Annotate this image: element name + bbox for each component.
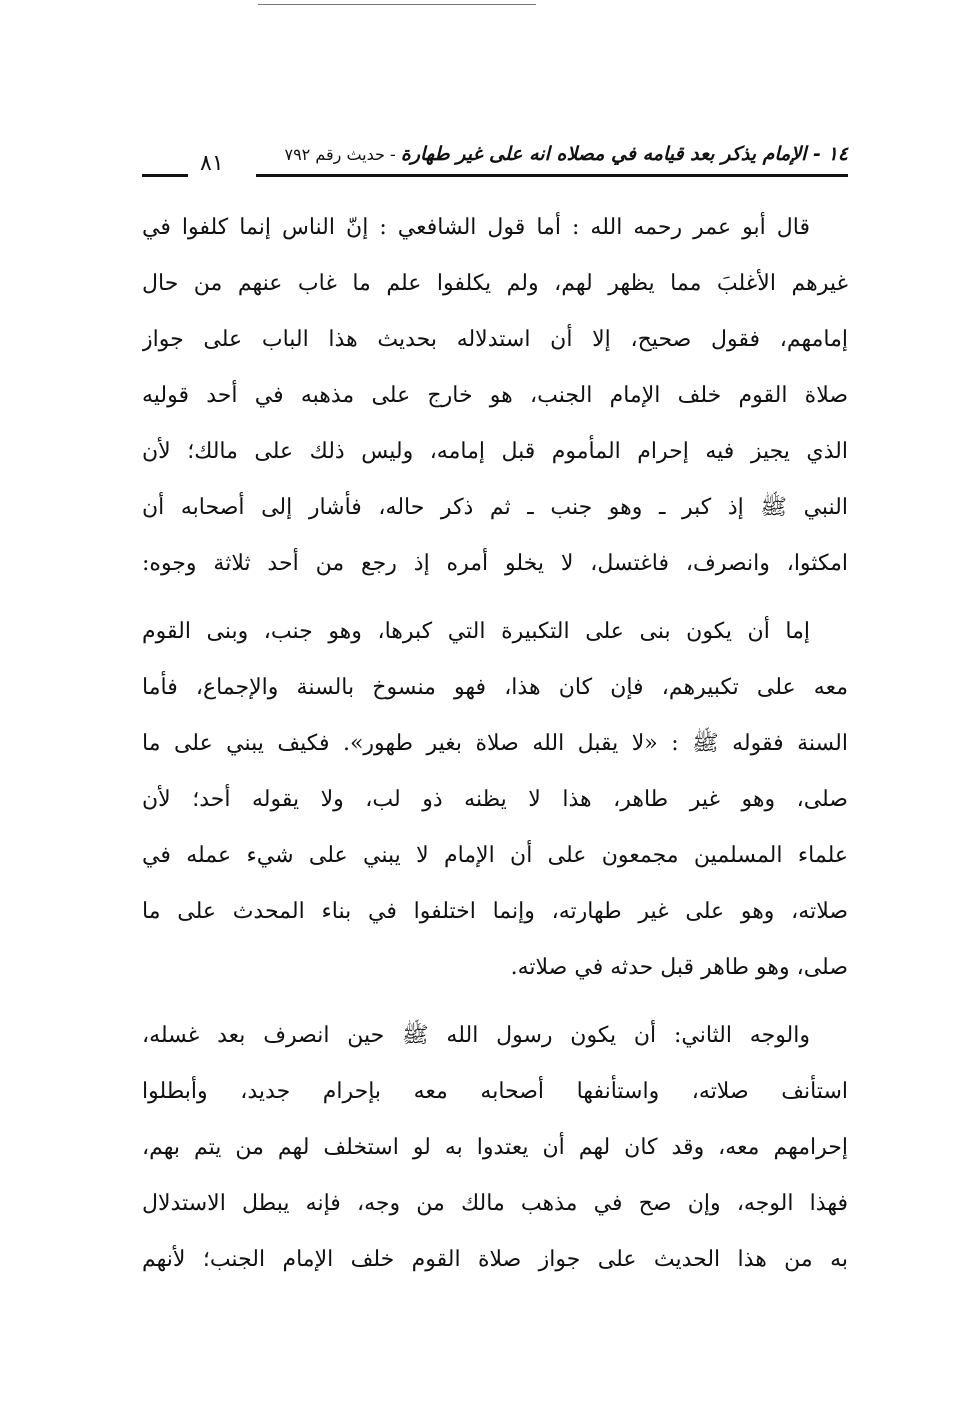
hadith-reference: - حديث رقم ٧٩٢	[284, 145, 401, 164]
text-line: إما أن يكون بنى على التكبيرة التي كبرها، وهو جنب، وبنى القوم	[142, 619, 810, 644]
text-line: الذي يجيز فيه إحرام المأموم قبل إمامه، وليس ذلك على مالك؛ لأن	[142, 439, 848, 464]
paragraph-3	[142, 1008, 848, 1288]
text-line: إمامهم، فقول صحيح، إلا أن استدلاله بحديث هذا الباب على جواز	[142, 327, 848, 352]
page-number: ٨١	[200, 151, 224, 176]
running-header	[142, 128, 848, 184]
paragraph-1	[142, 200, 848, 592]
text-line: السنة فقوله ﷺ : «لا يقبل الله صلاة بغير طهور». فكيف يبني على ما	[142, 731, 848, 756]
text-line: به من هذا الحديث على جواز صلاة القوم خلف الإمام الجنب؛ لأنهم	[142, 1247, 848, 1272]
text-line: غيرهم الأغلبَ مما يظهر لهم، ولم يكلفوا علم ما غاب عنهم من حال	[142, 271, 848, 296]
paragraph-gap	[142, 592, 848, 604]
header-title	[284, 140, 848, 169]
text-line: صلى، وهو غير طاهر، هذا لا يظنه ذو لب، ولا يقوله أحد؛ لأن	[142, 787, 848, 812]
text-line: إحرامهم معه، وقد كان لهم أن يعتدوا به لو استخلف لهم من يتم بهم،	[142, 1135, 848, 1160]
text-line: استأنف صلاته، واستأنفها أصحابه معه بإحرام جديد، وأبطلوا	[142, 1079, 848, 1104]
text-line: صلاة القوم خلف الإمام الجنب، هو خارج على مذهبه في أحد قوليه	[142, 383, 848, 408]
body-text	[142, 200, 848, 1288]
text-line: صلاته، وهو على غير طهارته، وإنما اختلفوا في بناء المحدث على ما	[142, 899, 848, 924]
top-rule	[258, 4, 536, 5]
text-line: صلى، وهو طاهر قبل حدثه في صلاته.	[510, 955, 848, 980]
text-line: النبي ﷺ إذ كبر ـ وهو جنب ـ ثم ذكر حاله، فأشار إلى أصحابه أن	[142, 495, 848, 520]
text-line: فهذا الوجه، وإن صح في مذهب مالك من وجه، فإنه يبطل الاستدلال	[142, 1191, 848, 1216]
text-line: والوجه الثاني: أن يكون رسول الله ﷺ حين انصرف بعد غسله،	[142, 1023, 810, 1048]
text-line: معه على تكبيرهم، فإن كان هذا، فهو منسوخ بالسنة والإجماع، فأما	[142, 675, 848, 700]
paragraph-2	[142, 604, 848, 996]
text-line: امكثوا، وانصرف، فاغتسل، لا يخلو أمره إذ رجع من أحد ثلاثة وجوه:	[142, 551, 848, 576]
header-rule	[256, 174, 848, 177]
page-number-dash	[142, 174, 188, 177]
text-line: علماء المسلمين مجمعون على أن الإمام لا يبني على شيء عمله في	[142, 843, 848, 868]
text-line: قال أبو عمر رحمه الله : أما قول الشافعي : إنّ الناس إنما كلفوا في	[142, 215, 810, 240]
paragraph-gap	[142, 996, 848, 1008]
chapter-title: ١٤ - الإمام يذكر بعد قيامه في مصلاه انه على غير طهارة	[400, 143, 848, 165]
